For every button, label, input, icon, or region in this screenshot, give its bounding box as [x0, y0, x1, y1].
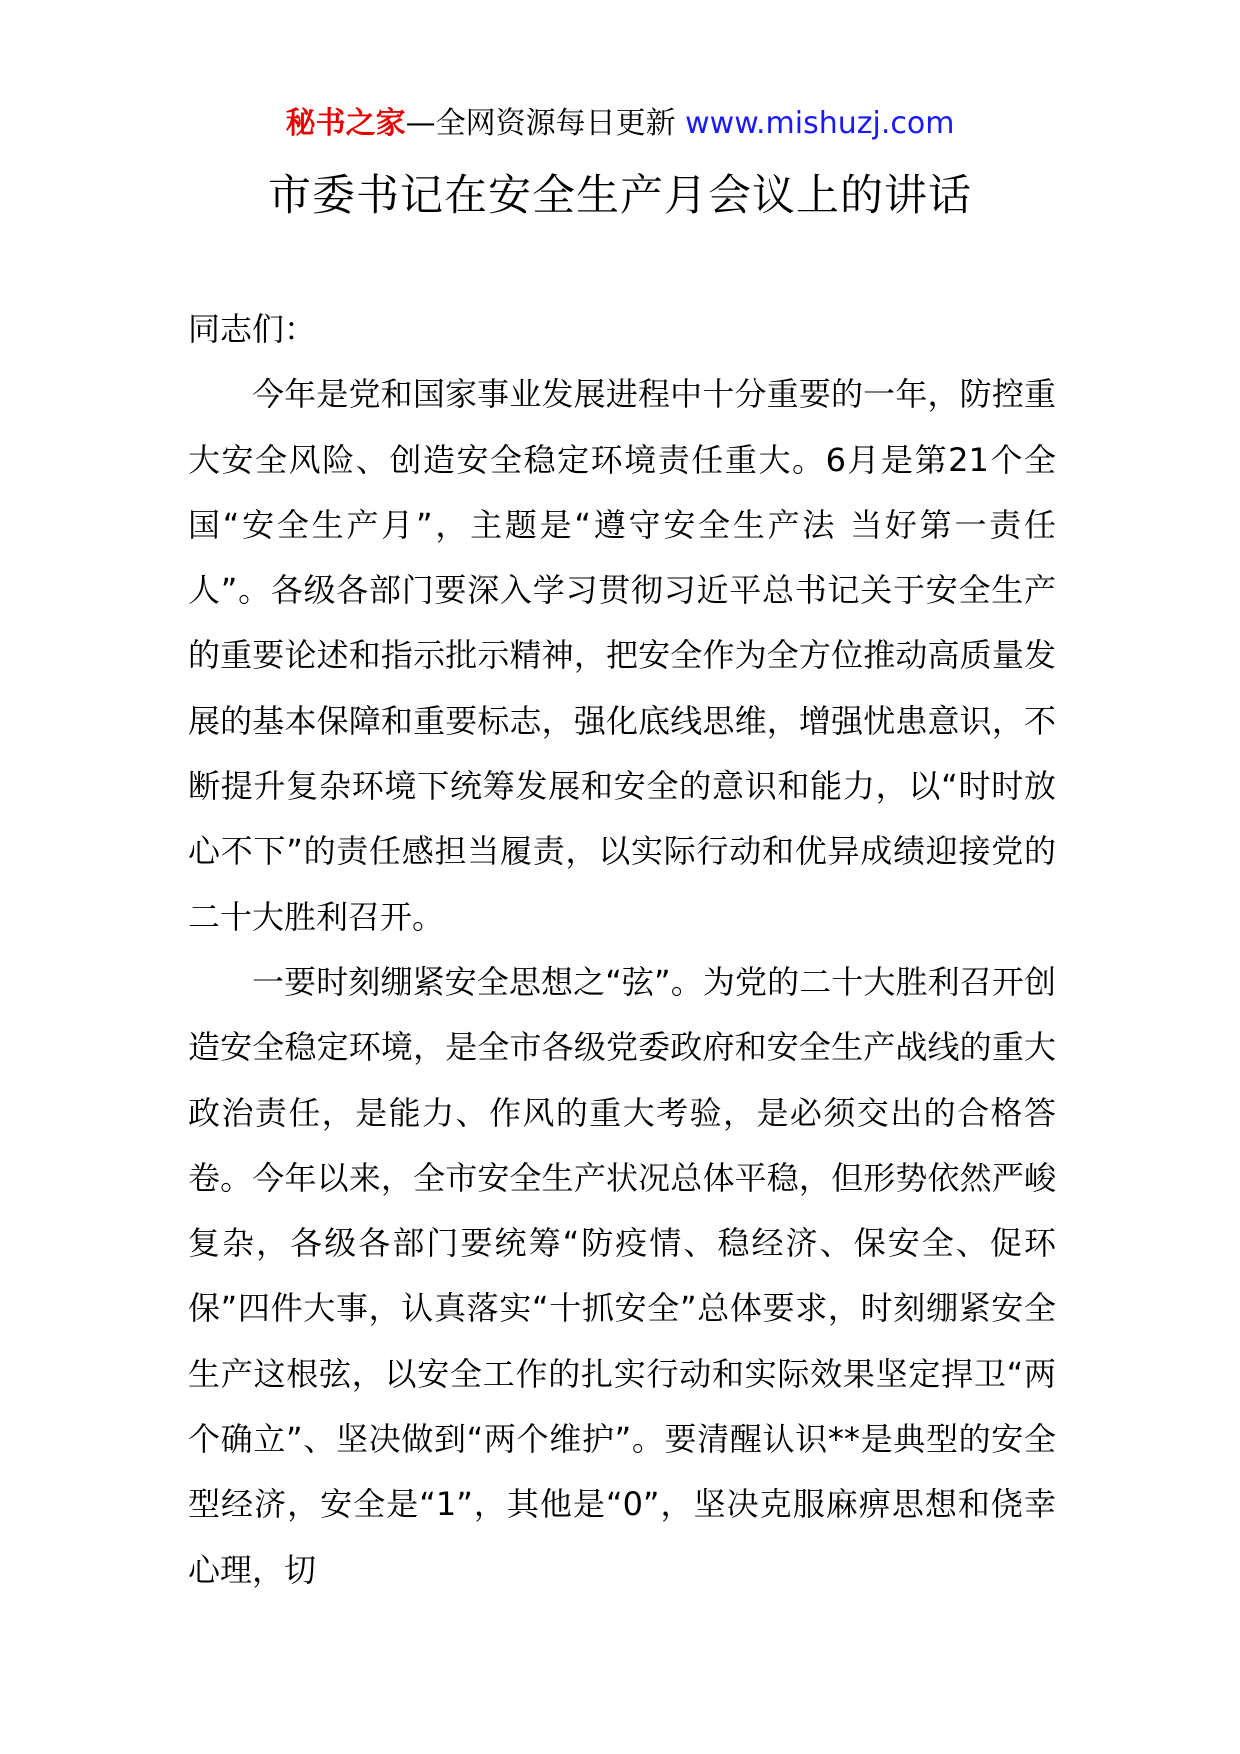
site-slogan: —全网资源每日更新 [405, 106, 686, 141]
body-paragraph: 今年是党和国家事业发展进程中十分重要的一年，防控重大安全风险、创造安全稳定环境责任重大。6月是第21个全国“安全生产月”，主题是“遵守安全生产法 当好第一责任人”。各级各部门要深入学习贯彻习近平总书记关于安全生产的重要论述和指示批示精神，把安全作为全方位推动高质量发展的基本保障和重要标志，强化底线思维，增强忧患意识，不断提升复杂环境下统筹发展和安全的意识和能力，以“时时放心不下”的责任感担当履责，以实际行动和优异成绩迎接党的二十大胜利召开。 [188, 375, 1056, 936]
document-title: 市委书记在安全生产月会议上的讲话 [268, 171, 972, 221]
salutation: 同志们： [188, 310, 317, 348]
site-brand: 秘书之家 [285, 106, 406, 141]
site-url[interactable]: www.mishuzj.com [685, 106, 955, 141]
body-paragraph: 一要时刻绷紧安全思想之“弦”。为党的二十大胜利召开创造安全稳定环境，是全市各级党委政府和安全生产战线的重大政治责任，是能力、作风的重大考验，是必须交出的合格答卷。今年以来，全市安全生产状况总体平稳，但形势依然严峻复杂，各级各部门要统筹“防疫情、稳经济、保安全、促环保”四件大事，认真落实“十抓安全”总体要求，时刻绷紧安全生产这根弦，以安全工作的扎实行动和实际效果坚定捍卫“两个确立”、坚决做到“两个维护”。要清醒认识**是典型的安全型经济，安全是“1”，其他是“0”，坚决克服麻痹思想和侥幸心理，切 [188, 962, 1056, 1589]
document-body [188, 297, 1056, 1603]
site-banner [0, 104, 1240, 144]
